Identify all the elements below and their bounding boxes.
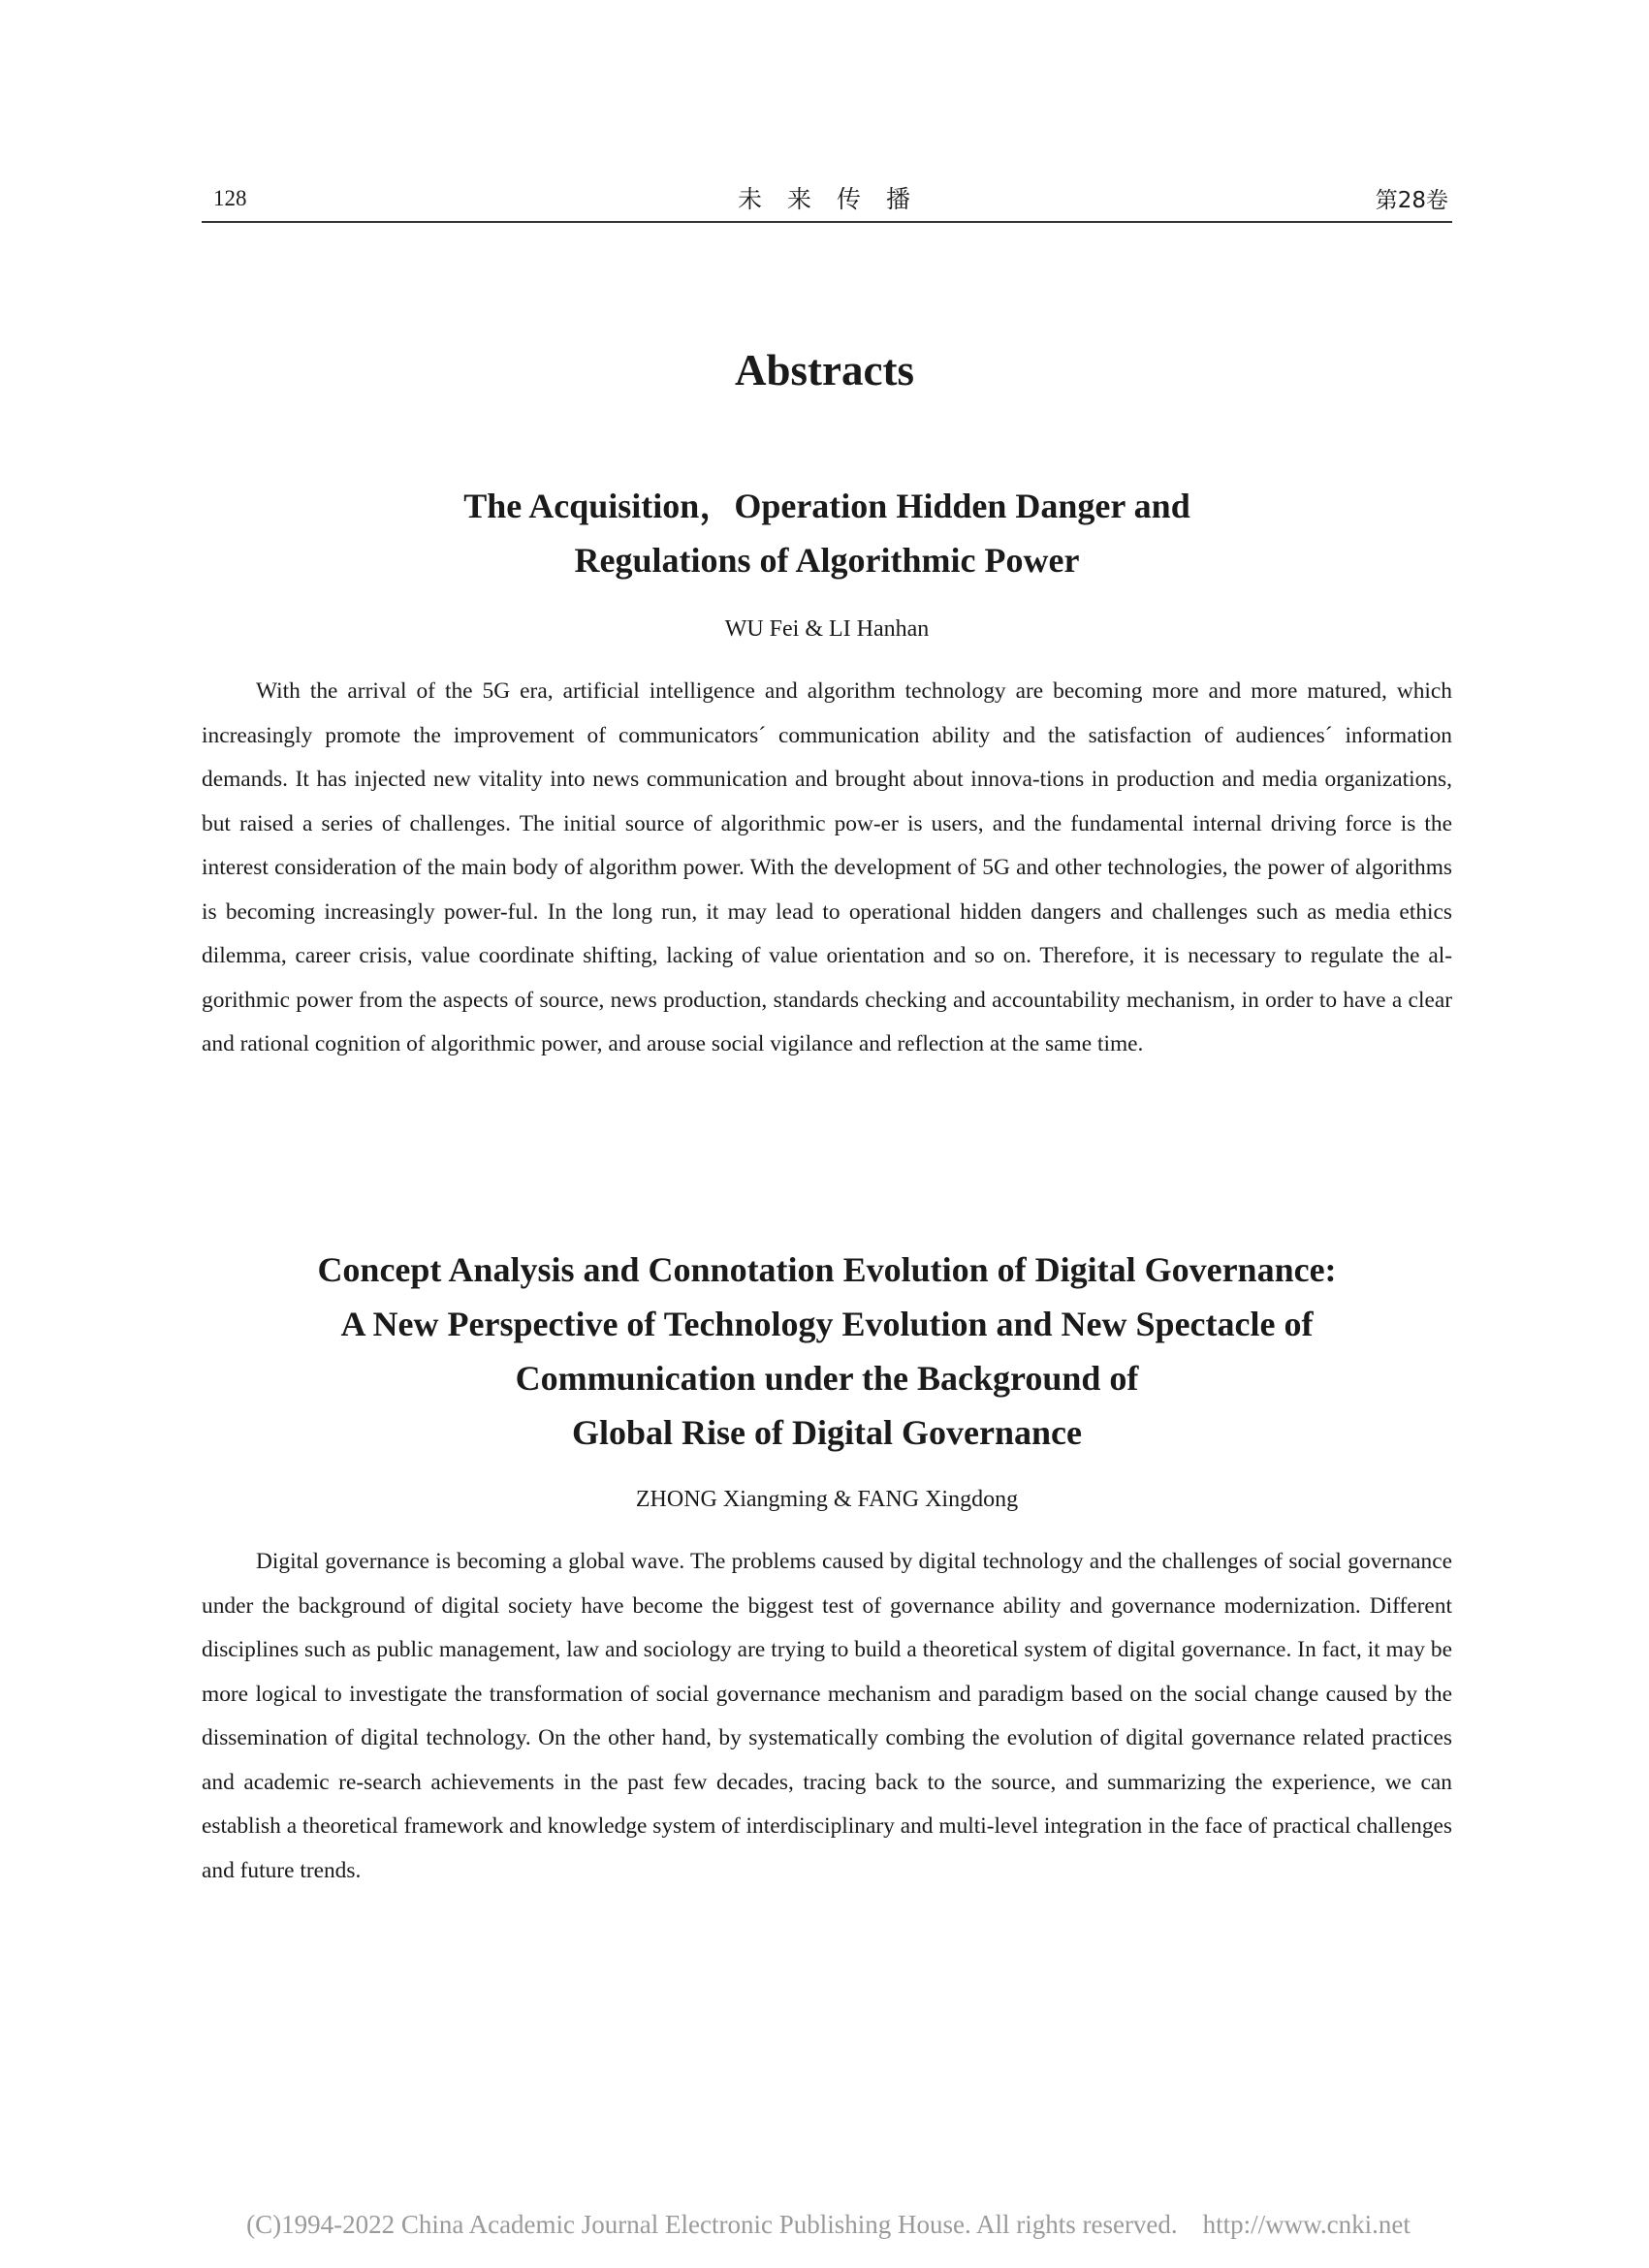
journal-name: 未来传播 [737,185,935,213]
article-title-line: Global Rise of Digital Governance [572,1413,1082,1452]
article-abstract: Digital governance is becoming a global wave. The problems caused by digital technology and the challenges of social governance under the background of digital society have become the biggest test of governance ability and governance modernization. Different disciplines such as public management, law and sociology are trying to build a theoretical system of digital governance. In fact, it may be more logical to investigate the transformation of social governance mechanism and paradigm based on the social change caused by the dissemination of digital technology. On the other hand, by systematically combing the evolution of digital governance related practices and academic re-search achievements in the past few decades, tracing back to the source, and summarizing the experience, we can establish a theoretical framework and knowledge system of interdisciplinary and multi-level integration in the face of practical challenges and future trends. [202,1549,1452,1883]
article-title-line: The Acquisition，Operation Hidden Danger and [463,487,1190,525]
volume-label: 第28卷 [1375,188,1448,213]
copyright-text: (C)1994-2022 China Academic Journal Electronic Publishing House. All rights reserved. [246,2210,1178,2239]
running-header [202,178,1452,223]
article-1 [202,479,1452,1067]
article-title-line: Concept Analysis and Connotation Evolution of Digital Governance: [317,1250,1337,1289]
article-abstract: With the arrival of the 5G era, artificial intelligence and algorithm technology are becoming more and more matured, which increasingly promote the improvement of communicators´ communication ability and the satisfaction of audiences´ information demands. It has injected new vitality into news communication and brought about innova-tions in production and media organizations, but raised a series of challenges. The initial source of algorithmic pow-er is users, and the fundamental internal driving force is the interest consideration of the main body of algorithm power. With the development of 5G and other technologies, the power of algorithms is becoming increasingly power-ful. In the long run, it may lead to operational hidden dangers and challenges such as media ethics dilemma, career crisis, value coordinate shifting, lacking of value orientation and so on. Therefore, it is necessary to regulate the al-gorithmic power from the aspects of source, news production, standards checking and accountability mechanism, in order to have a clear and rational cognition of algorithmic power, and arouse social vigilance and reflection at the same time. [202,678,1452,1056]
copyright-footer [0,2210,1649,2240]
article-title-line: Regulations of Algorithmic Power [574,541,1080,580]
section-title: Abstracts [735,346,914,394]
page-number: 128 [213,186,247,210]
footer-url: http://www.cnki.net [1202,2210,1411,2239]
article-title-line: A New Perspective of Technology Evolution and New Spectacle of [340,1305,1314,1343]
article-authors: ZHONG Xiangming & FANG Xingdong [635,1487,1019,1512]
article-authors: WU Fei & LI Hanhan [724,616,930,642]
article-title [202,479,1452,587]
article-title-line: Communication under the Background of [515,1359,1139,1398]
article-2 [202,1243,1452,1893]
article-title [202,1243,1452,1460]
